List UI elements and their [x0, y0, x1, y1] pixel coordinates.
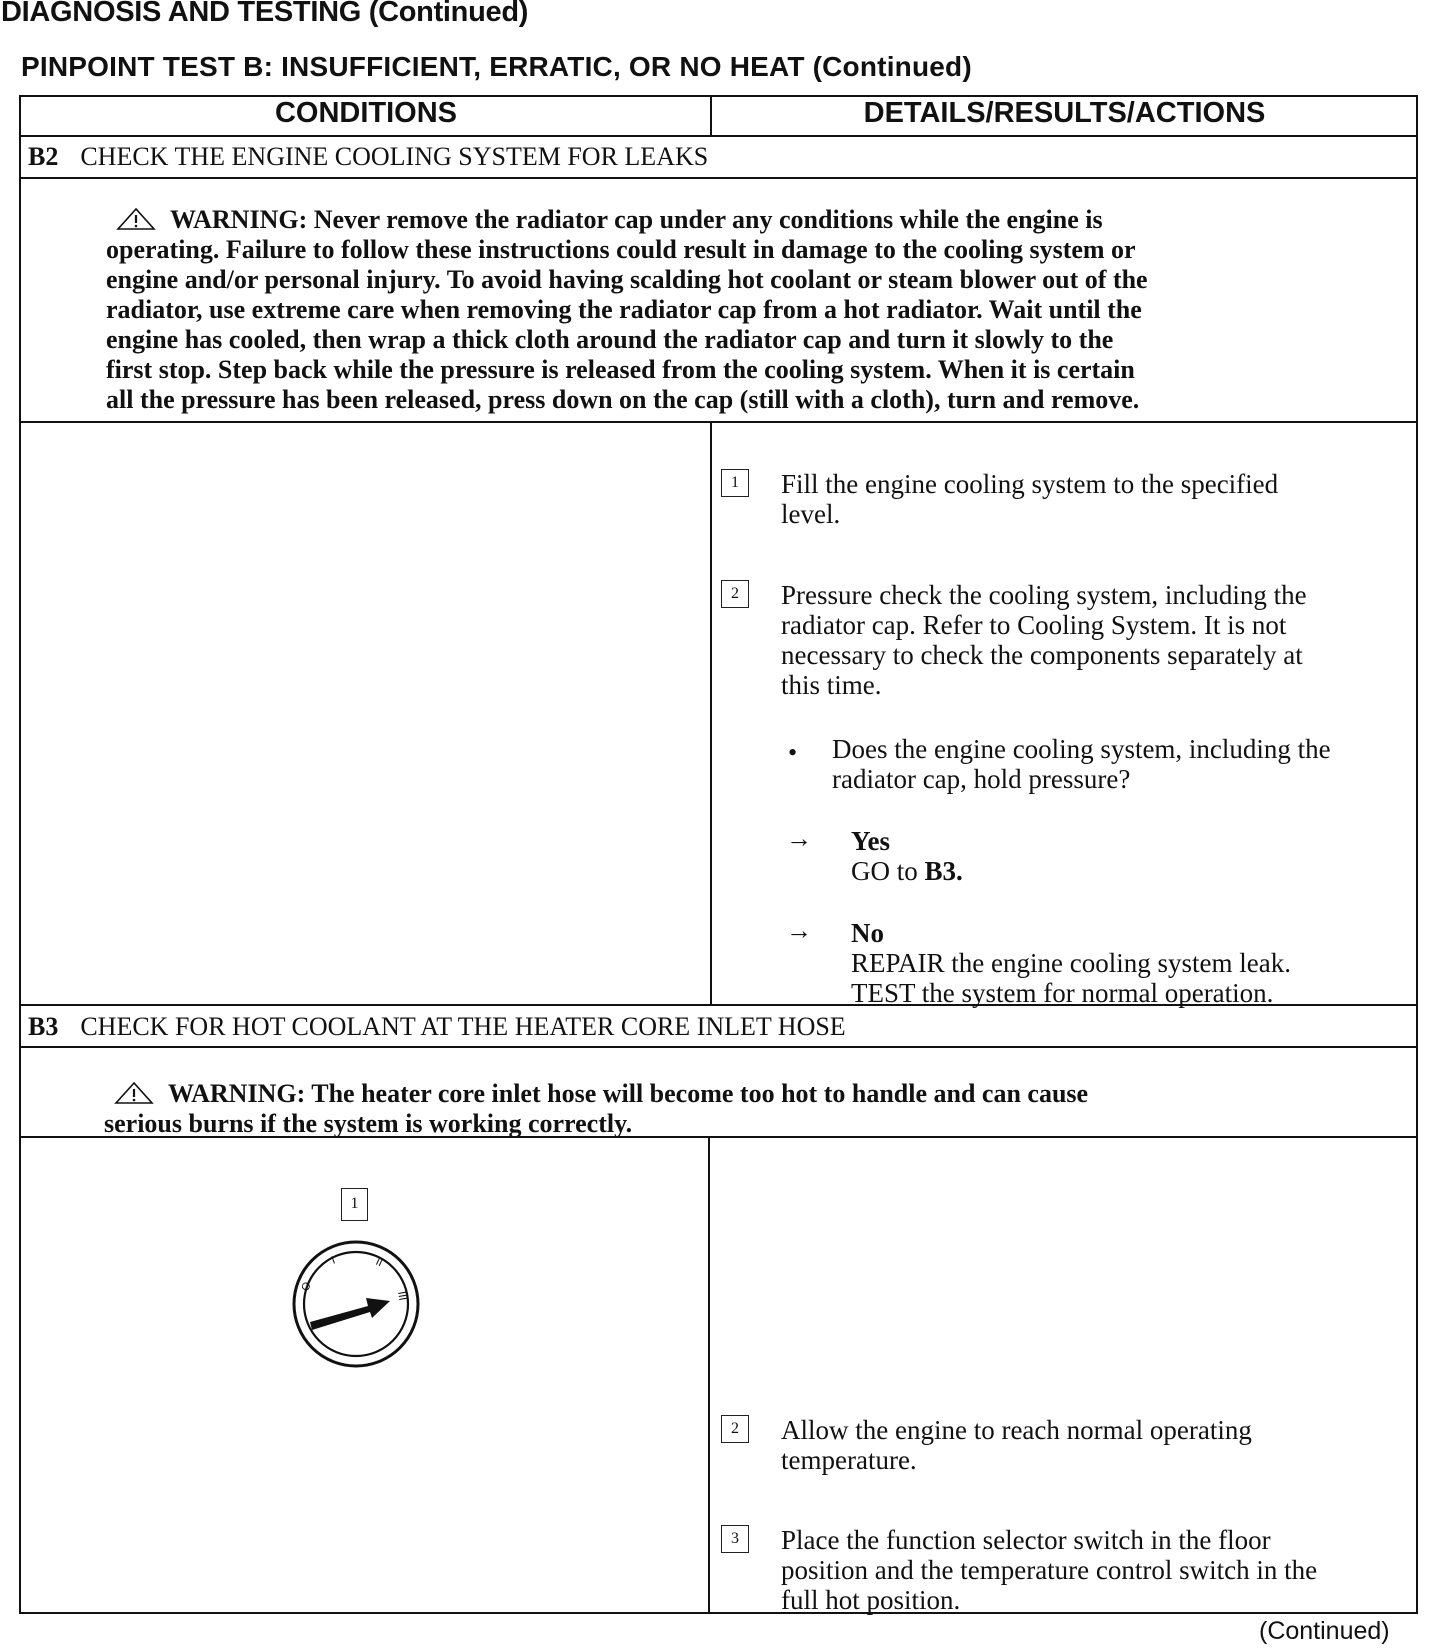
text-line — [851, 856, 963, 886]
text-line: Does the engine cooling system, including the — [832, 734, 1331, 764]
text-line: radiator cap. Refer to Cooling System. It is not — [781, 610, 1287, 640]
step-number-box: 2 — [721, 1415, 749, 1443]
text-line: full hot position. — [781, 1585, 961, 1615]
warning-b3 — [104, 1079, 1404, 1139]
text-line: level. — [781, 499, 841, 529]
text-line: REPAIR the engine cooling system leak. — [851, 948, 1291, 978]
blower-control-dial-icon — [286, 1234, 426, 1374]
action-text-pressure-check — [781, 580, 1307, 700]
column-divider — [710, 421, 712, 1006]
step-number-box: 2 — [721, 580, 749, 608]
warning-triangle-icon — [116, 207, 156, 231]
warning-text-line: WARNING: The heater core inlet hose will become too hot to handle and can cause — [168, 1079, 1089, 1108]
question-text — [832, 734, 1331, 794]
warning-b2 — [106, 205, 1406, 415]
arrow-right-icon: → — [786, 916, 812, 945]
divider — [19, 1046, 1418, 1048]
bullet-icon: • — [788, 738, 798, 767]
step-id: B3 — [28, 1012, 59, 1041]
footer-continued: (Continued) — [1259, 1617, 1390, 1645]
step-reference-b3: B3. — [924, 856, 963, 886]
action-text-selector-switch — [781, 1525, 1317, 1615]
warning-triangle-icon — [114, 1081, 154, 1105]
text-fragment: GO to — [851, 856, 918, 886]
dial-label-2: II — [373, 1255, 385, 1270]
arrow-right-icon: → — [786, 824, 812, 853]
text-line: Place the function selector switch in the floor — [781, 1525, 1271, 1555]
dial-label-off: O — [299, 1280, 314, 1294]
action-text-fill — [781, 469, 1278, 529]
column-divider — [708, 1136, 710, 1614]
warning-text-line: first stop. Step back while the pressure is released from the cooling system. When it is certain — [106, 355, 1135, 384]
warning-text-line: all the pressure has been released, press down on the cap (still with a cloth), turn and remove. — [106, 385, 1140, 414]
text-line: radiator cap, hold pressure? — [832, 764, 1131, 794]
step-heading-b3 — [28, 1012, 846, 1042]
result-no — [851, 918, 1291, 1008]
warning-first-line — [114, 1079, 1404, 1109]
text-line: necessary to check the components separately at — [781, 640, 1303, 670]
column-header-conditions: CONDITIONS — [274, 97, 458, 129]
step-title: CHECK FOR HOT COOLANT AT THE HEATER CORE INLET HOSE — [80, 1012, 846, 1041]
text-line: Pressure check the cooling system, including the — [781, 580, 1307, 610]
result-label: Yes — [851, 826, 890, 856]
step-title: CHECK THE ENGINE COOLING SYSTEM FOR LEAKS — [80, 142, 709, 171]
action-text-warm-engine — [781, 1415, 1252, 1475]
warning-text-line: radiator, use extreme care when removing the radiator cap from a hot radiator. Wait until the — [106, 295, 1142, 324]
warning-text-line: operating. Failure to follow these instructions could result in damage to the cooling system or — [106, 235, 1136, 264]
dial-label-1: I — [329, 1254, 337, 1267]
text-line: Allow the engine to reach normal operating — [781, 1415, 1252, 1445]
step-id: B2 — [28, 142, 59, 171]
dial-label-3: III — [395, 1290, 409, 1302]
warning-text-line: engine and/or personal injury. To avoid having scalding hot coolant or steam blower out of the — [106, 265, 1148, 294]
step-heading-b2 — [28, 142, 708, 172]
warning-text-line: engine has cooled, then wrap a thick cloth around the radiator cap and turn it slowly to the — [106, 325, 1114, 354]
text-line: TEST the system for normal operation. — [851, 978, 1274, 1008]
divider — [19, 135, 1418, 137]
result-label: No — [851, 918, 884, 948]
warning-text-line: serious burns if the system is working correctly. — [104, 1109, 633, 1138]
text-line: position and the temperature control switch in the — [781, 1555, 1318, 1585]
pinpoint-test-title: PINPOINT TEST B: INSUFFICIENT, ERRATIC, OR NO HEAT (Continued) — [21, 51, 972, 82]
column-divider — [710, 95, 712, 137]
column-header-details: DETAILS/RESULTS/ACTIONS — [863, 97, 1266, 129]
warning-first-line — [116, 205, 1406, 235]
figure-number-box: 1 — [341, 1188, 368, 1221]
text-line: temperature. — [781, 1445, 917, 1475]
divider — [19, 177, 1418, 179]
divider — [19, 421, 1418, 423]
result-yes — [851, 826, 963, 886]
text-line: this time. — [781, 670, 882, 700]
page-title: DIAGNOSIS AND TESTING (Continued) — [1, 0, 529, 28]
text-line: Fill the engine cooling system to the specified — [781, 469, 1279, 499]
dial-pointer-arrow — [310, 1298, 390, 1330]
warning-text-line: WARNING: Never remove the radiator cap under any conditions while the engine is — [170, 205, 1103, 234]
step-number-box: 3 — [721, 1525, 749, 1553]
step-number-box: 1 — [721, 469, 749, 497]
